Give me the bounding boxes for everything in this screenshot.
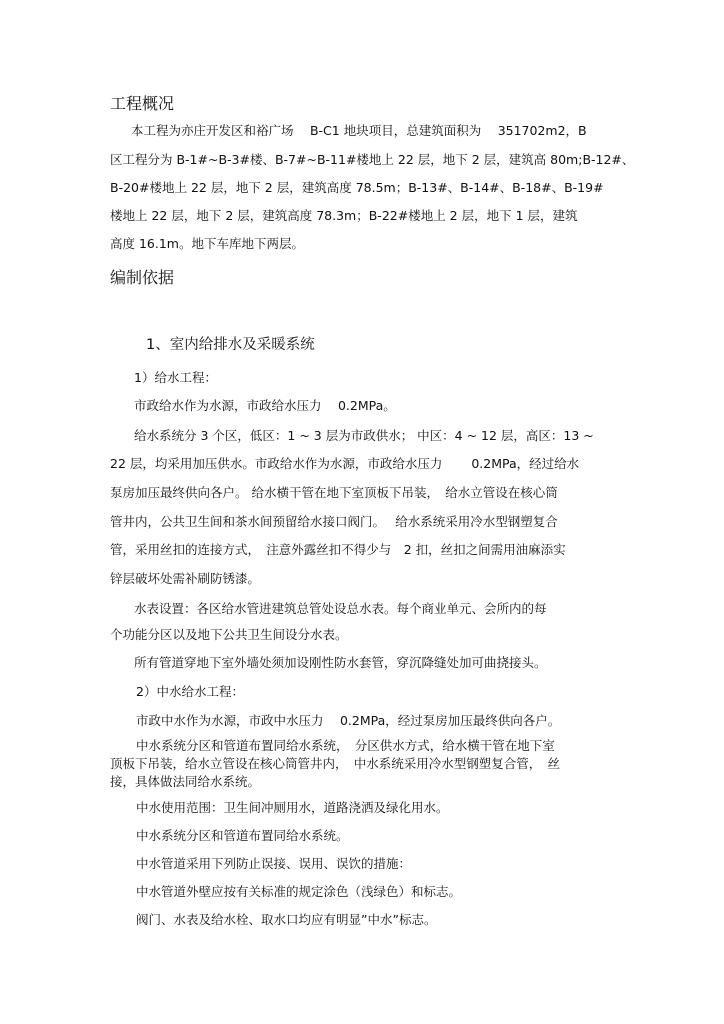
reclaimed-water-title: 2）中水给水工程： — [136, 684, 244, 699]
heading-basis: 编制依据 — [110, 268, 175, 287]
reclaimed-system-line-2: 顶板下吊装，给水立管设在核心筒管井内， 中水系统采用冷水型钢塑复合管， 丝 — [110, 756, 561, 771]
overview-line-2: 区工程分为 B-1#~B-3#楼、B-7#~B-11#楼地上 22 层，地下 2 层，建筑高 80m;B-12#、 — [110, 152, 635, 167]
water-system-line-4: 管井内，公共卫生间和茶水间预留给水接口阀门。 给水系统采用冷水型钢塑复合 — [110, 514, 558, 529]
water-supply-title: 1）给水工程： — [134, 370, 217, 385]
overview-line-3: B-20#楼地上 22 层，地下 2 层，建筑高度 78.5m；B-13#、B-14#、B-18#、B-19# — [110, 180, 604, 195]
sleeve-line: 所有管道穿地下室外墙处须加设刚性防水套管，穿沉降缝处加可曲挠接头。 — [134, 655, 547, 670]
reclaimed-zoning: 中水系统分区和管道布置同给水系统。 — [136, 828, 349, 843]
reclaimed-measures-intro: 中水管道采用下列防止误接、误用、误饮的措施： — [136, 856, 412, 871]
heading-overview: 工程概况 — [110, 94, 175, 113]
reclaimed-water-source: 市政中水作为水源，市政中水压力 0.2MPa，经过泵房加压最终供向各户。 — [136, 713, 561, 728]
water-system-line-3: 泵房加压最终供向各户。 给水横干管在地下室顶板下吊装， 给水立管设在核心筒 — [110, 485, 558, 500]
section-1-title: 1、室内给排水及采暖系统 — [146, 337, 315, 353]
water-system-line-2: 22 层，均采用加压供水。市政给水作为水源，市政给水压力 0.2MPa，经过给水 — [110, 456, 580, 471]
reclaimed-measure-paint: 中水管道外壁应按有关标准的规定涂色（浅绿色）和标志。 — [136, 884, 462, 899]
overview-line-4: 楼地上 22 层，地下 2 层，建筑高度 78.3m；B-22#楼地上 2 层，地下 1 层，建筑 — [110, 208, 578, 223]
overview-line-5: 高度 16.1m。地下车库地下两层。 — [110, 236, 304, 251]
meter-line-2: 个功能分区以及地下公共卫生间设分水表。 — [110, 627, 348, 642]
water-supply-source: 市政给水作为水源，市政给水压力 0.2MPa。 — [134, 398, 396, 413]
water-system-line-6: 锌层破坏处需补刷防锈漆。 — [110, 571, 261, 586]
meter-line-1: 水表设置：各区给水管进建筑总管处设总水表。每个商业单元、会所内的每 — [134, 601, 547, 616]
water-system-line-5: 管，采用丝扣的连接方式， 注意外露丝扣不得少与 2 扣，丝扣之间需用油麻添实 — [110, 542, 566, 557]
reclaimed-measure-sign: 阀门、水表及给水栓、取水口均应有明显”中水”标志。 — [136, 912, 437, 927]
water-system-line-1: 给水系统分 3 个区，低区：1 ~ 3 层为市政供水； 中区：4 ~ 12 层，高区：13 ~ — [134, 428, 594, 443]
reclaimed-system-line-3: 接，具体做法同给水系统。 — [110, 774, 261, 789]
reclaimed-scope: 中水使用范围：卫生间冲厕用水，道路浇洒及绿化用水。 — [136, 800, 449, 815]
reclaimed-system-line-1: 中水系统分区和管道布置同给水系统， 分区供水方式，给水横干管在地下室 — [136, 738, 555, 753]
overview-line-1: 本工程为亦庄开发区和裕广场 B-C1 地块项目，总建筑面积为 351702m2，B — [131, 123, 587, 138]
